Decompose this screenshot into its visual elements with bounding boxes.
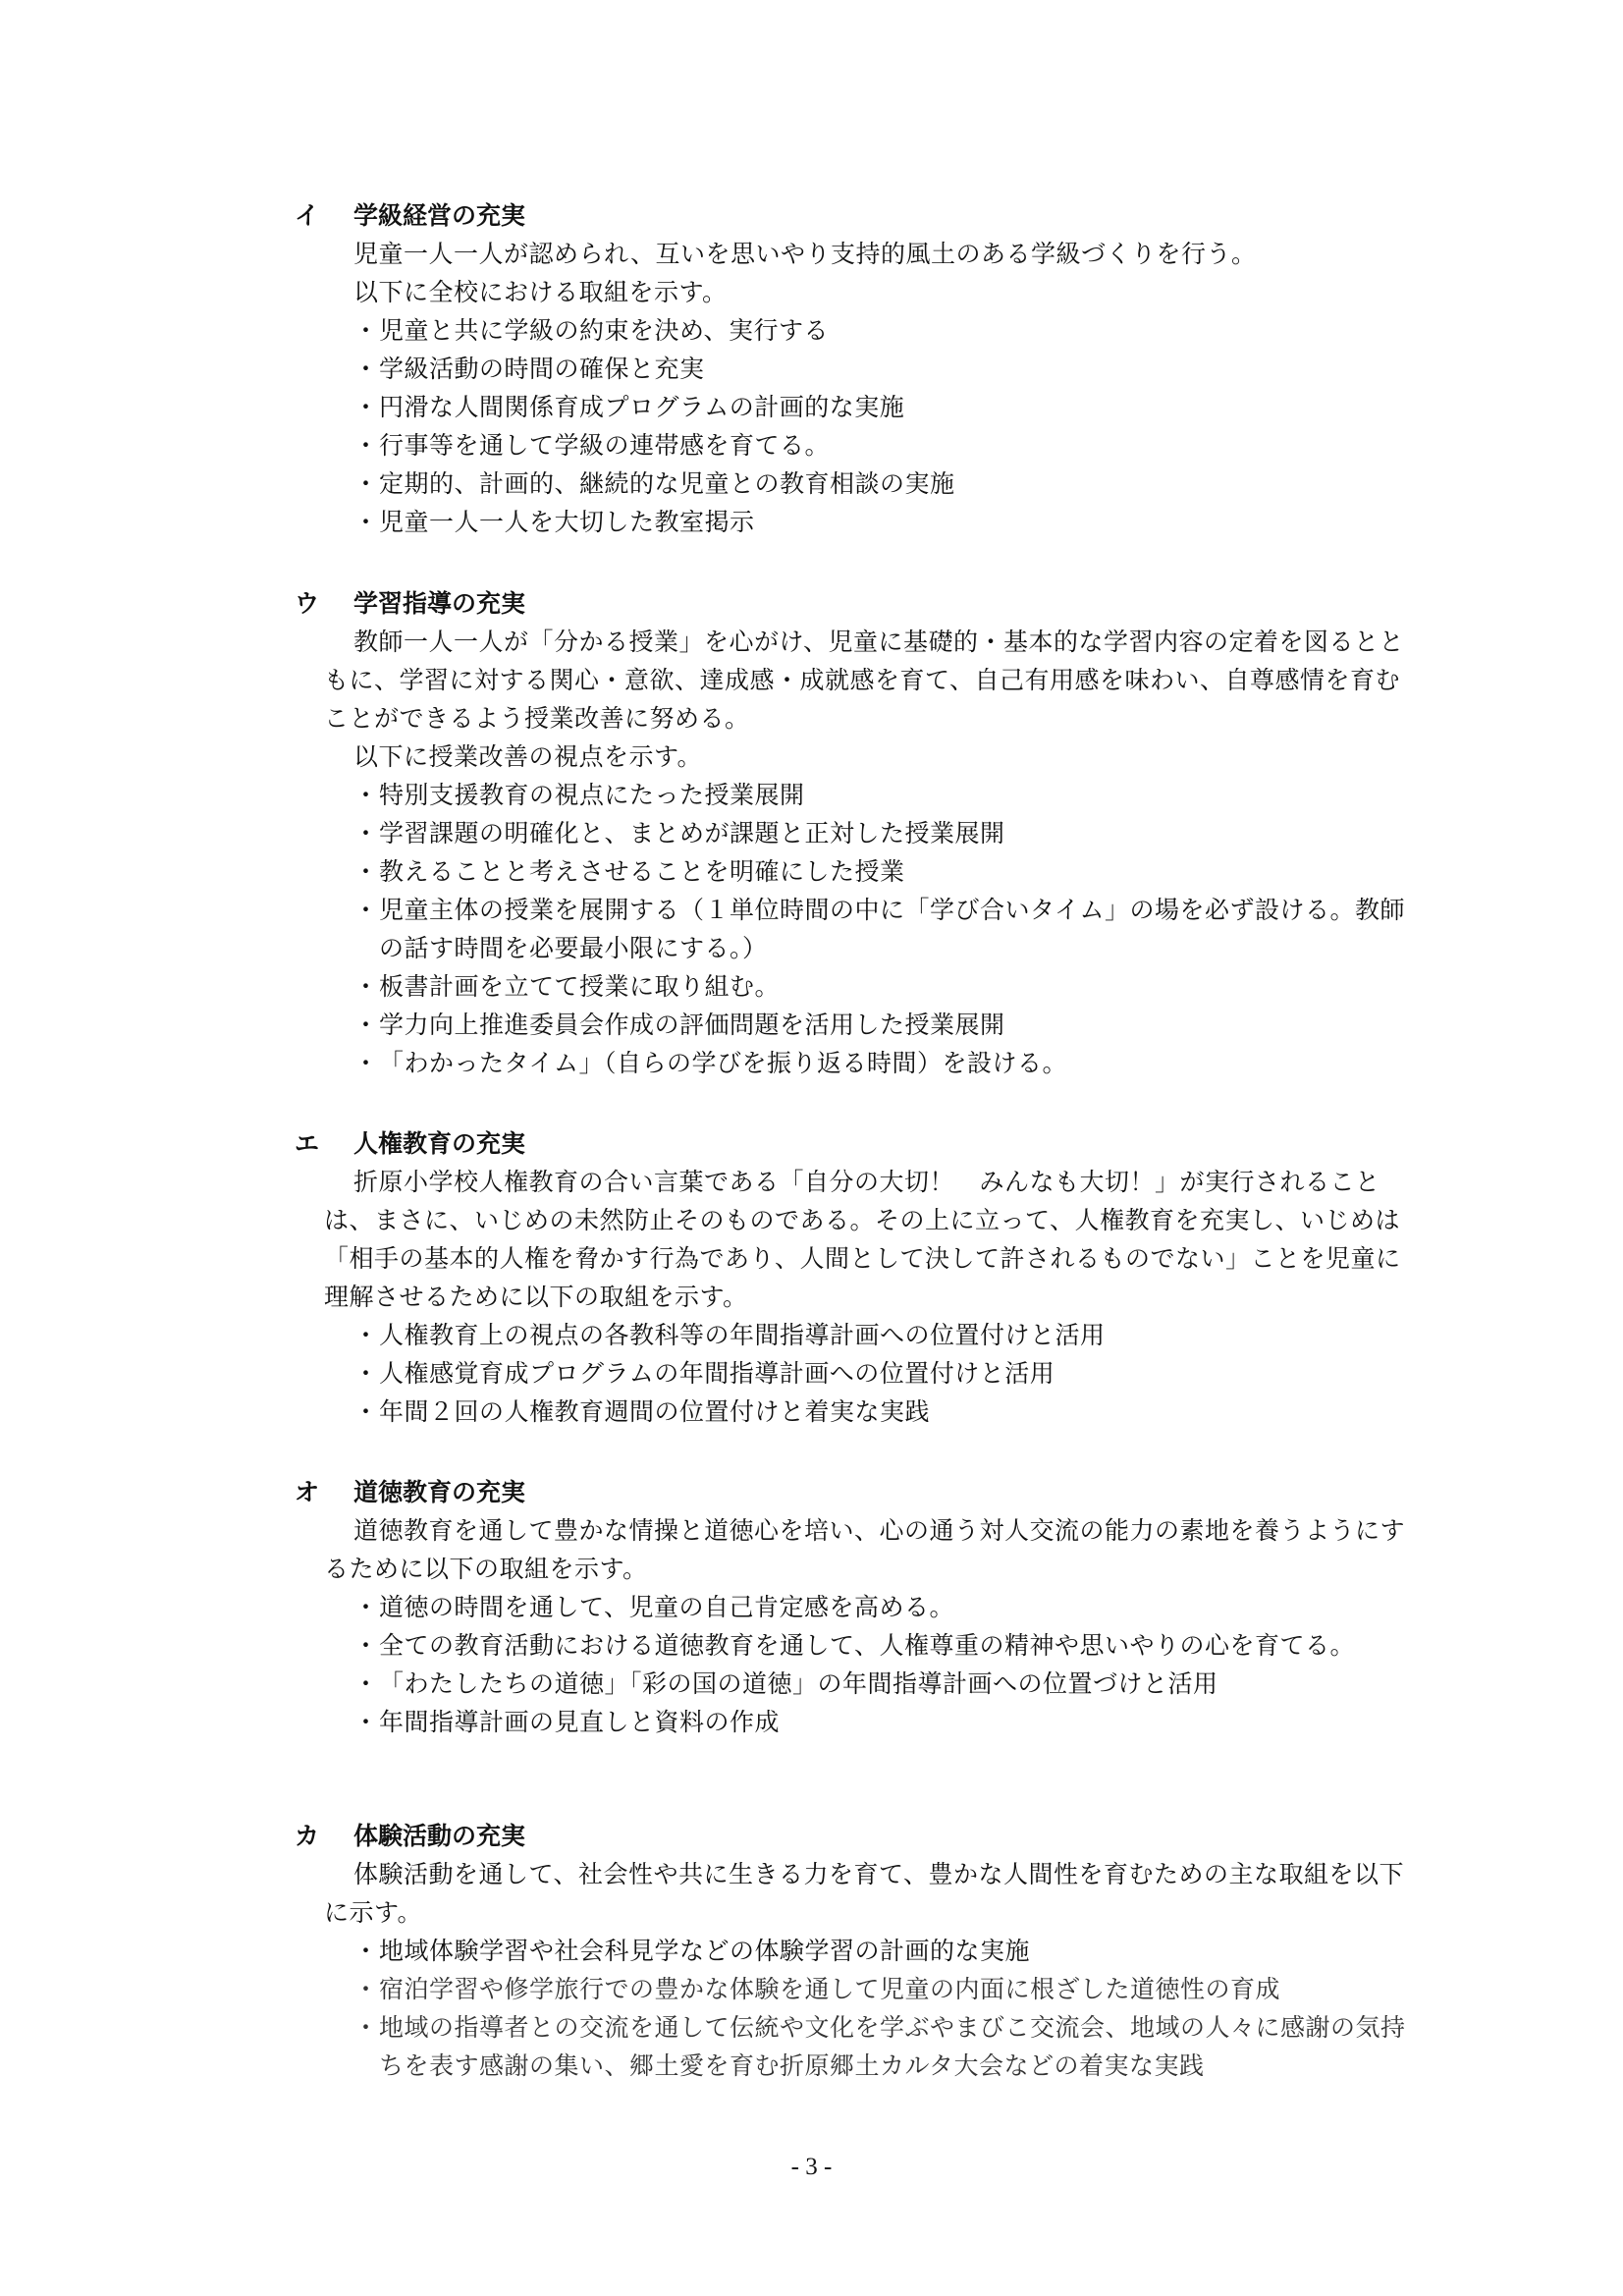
bullet-icon: ・: [353, 1359, 379, 1388]
section-title: 学級経営の充実: [353, 201, 526, 230]
list-item: ・学級活動の時間の確保と充実: [353, 350, 1424, 388]
section-title: 学習指導の充実: [353, 589, 526, 618]
section-moral-education: [295, 1473, 1424, 1741]
section-paragraph: 体験活動を通して、社会性や共に生きる力を育て、豊かな人間性を育むための主な取組を以下に示す。: [324, 1860, 1405, 1927]
list-item: ・人権感覚育成プログラムの年間指導計画への位置付けと活用: [353, 1354, 1424, 1393]
list-item: ・児童一人一人を大切した教室掲示: [353, 503, 1424, 541]
list-item: ・地域の指導者との交流を通して伝統や文化を学ぶやまびこ交流会、地域の人々に感謝の気持ちを表す感謝の集い、郷土愛を育む折原郷土カルタ大会などの着実な実践: [353, 2008, 1424, 2085]
bullet-icon: ・: [353, 469, 379, 498]
section-mark: カ: [295, 1822, 320, 1850]
list-item: ・年間２回の人権教育週間の位置付けと着実な実践: [353, 1393, 1424, 1431]
list-item: ・学習課題の明確化と、まとめが課題と正対した授業展開: [353, 814, 1424, 852]
bullet-icon: ・: [353, 1593, 379, 1621]
bullet-icon: ・: [353, 781, 379, 809]
list-item: ・年間指導計画の見直しと資料の作成: [353, 1703, 1424, 1741]
section-title: 体験活動の充実: [353, 1822, 526, 1850]
list-item: ・児童と共に学級の約束を決め、実行する: [353, 311, 1424, 350]
list-item: ・学力向上推進委員会作成の評価問題を活用した授業展開: [353, 1006, 1424, 1044]
list-item: ・特別支援教育の視点にたった授業展開: [353, 776, 1424, 814]
list-item: ・「わかったタイム」（自らの学びを振り返る時間）を設ける。: [353, 1044, 1424, 1082]
section-mark: オ: [295, 1478, 320, 1506]
bullet-icon: ・: [353, 1049, 379, 1077]
section-heading: [295, 1124, 1424, 1163]
section-mark: エ: [295, 1129, 320, 1158]
list-item: ・教えることと考えさせることを明確にした授業: [353, 852, 1424, 891]
list-item: ・児童主体の授業を展開する（１単位時間の中に「学び合いタイム」の場を必ず設ける。教師の話す時間を必要最小限にする。）: [353, 891, 1424, 967]
bullet-icon: ・: [353, 2013, 379, 2042]
section-heading: [295, 196, 1424, 235]
bullet-icon: ・: [353, 1669, 379, 1698]
bullet-icon: ・: [353, 1321, 379, 1349]
list-item: ・宿泊学習や修学旅行での豊かな体験を通して児童の内面に根ざした道徳性の育成: [353, 1970, 1424, 2008]
bullet-list: [295, 1932, 1424, 2085]
bullet-list: [295, 1588, 1424, 1741]
bullet-list: [295, 776, 1424, 1082]
section-class-management: [295, 196, 1424, 541]
bullet-icon: ・: [353, 819, 379, 847]
bullet-icon: ・: [353, 316, 379, 345]
section-heading: [295, 1473, 1424, 1511]
section-human-rights-education: [295, 1124, 1424, 1431]
list-item: ・「わたしたちの道徳」「彩の国の道徳」の年間指導計画への位置づけと活用: [353, 1665, 1424, 1703]
bullet-icon: ・: [353, 393, 379, 421]
section-paragraph: 教師一人一人が「分かる授業」を心がけ、児童に基礎的・基本的な学習内容の定着を図るとともに、学習に対する関心・意欲、達成感・成就感を育て、自己有用感を味わい、自尊感情を育むことができるよう授業改善に努める。: [324, 628, 1405, 733]
bullet-icon: ・: [353, 1708, 379, 1736]
bullet-icon: ・: [353, 355, 379, 383]
bullet-icon: ・: [353, 1937, 379, 1965]
bullet-icon: ・: [353, 1011, 379, 1039]
list-item: ・道徳の時間を通して、児童の自己肯定感を高める。: [353, 1588, 1424, 1626]
list-item: ・地域体験学習や社会科見学などの体験学習の計画的な実施: [353, 1932, 1424, 1970]
section-title: 人権教育の充実: [353, 1129, 526, 1158]
bullet-icon: ・: [353, 1397, 379, 1426]
section-paragraph: 道徳教育を通して豊かな情操と道徳心を培い、心の通う対人交流の能力の素地を養うようにするために以下の取組を示す。: [324, 1516, 1406, 1583]
section-paragraph: 以下に全校における取組を示す。: [353, 278, 728, 306]
page-number: - 3 -: [790, 2154, 833, 2180]
list-item: ・定期的、計画的、継続的な児童との教育相談の実施: [353, 465, 1424, 503]
bullet-icon: ・: [353, 1631, 379, 1660]
bullet-icon: ・: [353, 972, 379, 1001]
section-heading: [295, 1817, 1424, 1855]
section-learning-guidance: [295, 584, 1424, 1082]
list-item: ・全ての教育活動における道徳教育を通して、人権尊重の精神や思いやりの心を育てる。: [353, 1626, 1424, 1665]
bullet-icon: ・: [353, 857, 379, 886]
section-mark: ウ: [295, 589, 320, 618]
bullet-icon: ・: [353, 896, 379, 924]
list-item: ・行事等を通して学級の連帯感を育てる。: [353, 426, 1424, 465]
section-paragraph: 以下に授業改善の視点を示す。: [353, 742, 703, 771]
bullet-list: [295, 311, 1424, 541]
bullet-icon: ・: [353, 431, 379, 460]
section-paragraph: 折原小学校人権教育の合い言葉である「自分の大切！ みんなも大切！」が実行されることは、まさに、いじめの未然防止そのものである。その上に立って、人権教育を充実し、いじめは「相手の基本的人権を脅かす行為であり、人間として決して許されるものでない」ことを児童に理解させるために以下の取組を示す。: [324, 1168, 1401, 1311]
bullet-icon: ・: [353, 508, 379, 536]
section-title: 道徳教育の充実: [353, 1478, 526, 1506]
list-item: ・円滑な人間関係育成プログラムの計画的な実施: [353, 388, 1424, 426]
bullet-list: [295, 1316, 1424, 1431]
section-hands-on-activities: [295, 1817, 1424, 2085]
section-mark: イ: [295, 201, 320, 230]
bullet-icon: ・: [353, 1975, 379, 2003]
list-item: ・板書計画を立てて授業に取り組む。: [353, 967, 1424, 1006]
section-paragraph: 児童一人一人が認められ、互いを思いやり支持的風土のある学級づくりを行う。: [353, 240, 1257, 268]
section-heading: [295, 584, 1424, 623]
list-item: ・人権教育上の視点の各教科等の年間指導計画への位置付けと活用: [353, 1316, 1424, 1354]
